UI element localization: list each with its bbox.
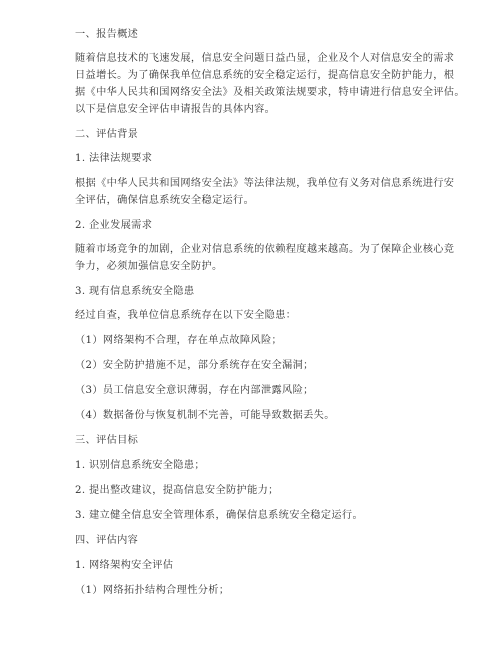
section-2-3-list-item: （3）员工信息安全意识薄弱，存在内部泄露风险； bbox=[75, 385, 314, 396]
section-2-heading: 二、评估背景 bbox=[75, 129, 139, 140]
section-4-1-heading: 1. 网络架构安全评估 bbox=[75, 560, 174, 571]
section-2-2-line-2: 争力，必须加强信息安全防护。 bbox=[75, 261, 223, 272]
section-2-3-list-item: （1）网络架构不合理，存在单点故障风险； bbox=[75, 335, 283, 346]
section-4-heading: 四、评估内容 bbox=[75, 535, 139, 546]
section-2-3-list-item: （2）安全防护措施不足，部分系统存在安全漏洞； bbox=[75, 360, 314, 371]
section-2-3-list-item: （4）数据备份与恢复机制不完善，可能导致数据丢失。 bbox=[75, 410, 335, 421]
section-1-heading: 一、报告概述 bbox=[75, 29, 139, 40]
section-4-1-list-item: （1）网络拓扑结构合理性分析； bbox=[75, 585, 230, 596]
section-3-list-item: 1. 识别信息系统安全隐患； bbox=[75, 460, 205, 471]
section-1-paragraph-line-4: 以下是信息安全评估申请报告的具体内容。 bbox=[75, 104, 276, 115]
section-3-list-item: 3. 建立健全信息安全管理体系，确保信息系统安全稳定运行。 bbox=[75, 510, 363, 521]
section-2-3-intro: 经过自查，我单位信息系统存在以下安全隐患： bbox=[75, 310, 297, 321]
section-1-paragraph-line-3: 据《中华人民共和国网络安全法》及相关政策法规要求，特申请进行信息安全评估。 bbox=[75, 87, 465, 98]
section-3-list-item: 2. 提出整改建议，提高信息安全防护能力； bbox=[75, 485, 279, 496]
section-2-1-line-2: 全评估，确保信息系统安全稳定运行。 bbox=[75, 195, 255, 206]
section-1-paragraph-line-2: 日益增长。为了确保我单位信息系统的安全稳定运行，提高信息安全防护能力，根 bbox=[75, 70, 455, 81]
section-2-3-heading: 3. 现有信息系统安全隐患 bbox=[75, 286, 195, 297]
section-3-heading: 三、评估目标 bbox=[75, 435, 139, 446]
section-1-paragraph-line-1: 随着信息技术的飞速发展，信息安全问题日益凸显，企业及个人对信息安全的需求 bbox=[75, 53, 455, 64]
section-2-2-line-1: 随着市场竞争的加剧，企业对信息系统的依赖程度越来越高。为了保障企业核心竞 bbox=[75, 244, 455, 255]
section-2-2-heading: 2. 企业发展需求 bbox=[75, 220, 153, 231]
section-2-1-line-1: 根据《中华人民共和国网络安全法》等法律法规，我单位有义务对信息系统进行安 bbox=[75, 178, 455, 189]
section-2-1-heading: 1. 法律法规要求 bbox=[75, 153, 153, 164]
